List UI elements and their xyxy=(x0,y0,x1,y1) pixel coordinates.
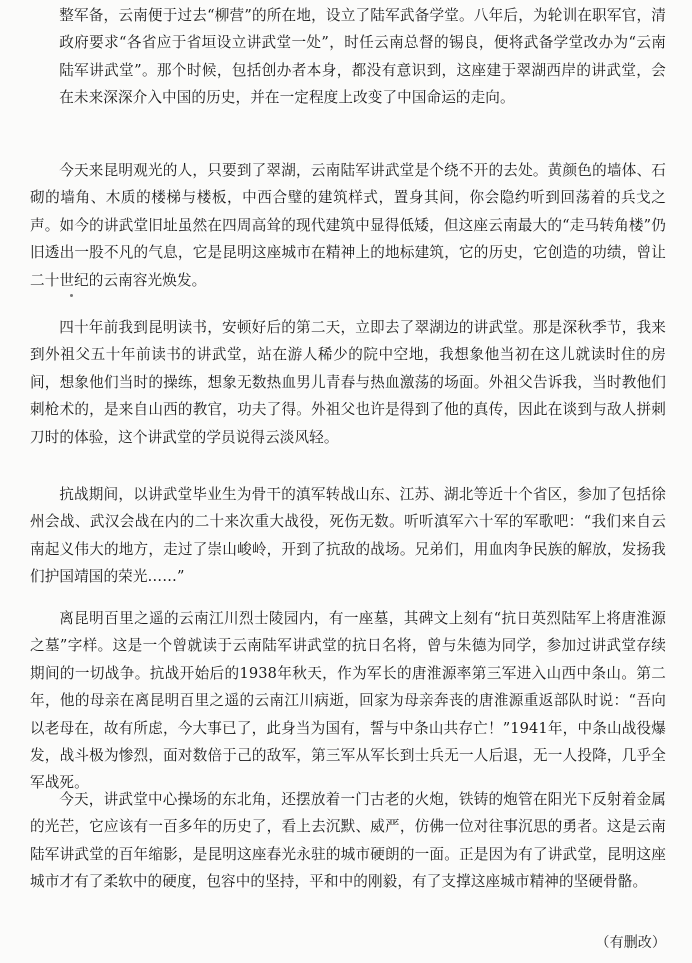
paragraph-3: 四十年前我到昆明读书，安顿好后的第二天，立即去了翠湖边的讲武堂。那是深秋季节，我来到外祖父五十年前读书的讲武堂，站在游人稀少的院中空地，我想象他当初在这儿就读时住的房间，想象他们当时的操练，想象无数热血男儿青春与热血激荡的场面。外祖父告诉我，当时教他们刺枪术的，是来自山西的教官，功夫了得。外祖父也许是得到了他的真传，因此在谈到与敌人拼刺刀时的体验，这个讲武堂的学员说得云淡风轻。 xyxy=(30,319,666,446)
edit-note: （有删改） xyxy=(595,935,666,951)
stray-dot-mark xyxy=(70,294,73,297)
paragraph-4: 抗战期间，以讲武堂毕业生为骨干的滇军转战山东、江苏、湖北等近十个省区，参加了包括徐州会战、武汉会战在内的二十来次重大战役，死伤无数。听听滇军六十军的军歌吧：“我们来自云南起义伟大的地方，走过了崇山峻岭，开到了抗敌的战场。兄弟们，用血肉争民族的解放，发扬我们护国靖国的荣光……” xyxy=(30,486,666,586)
paragraph-1: 整军备，云南便于过去“柳营”的所在地，设立了陆军武备学堂。八年后，为轮训在职军官，清政府要求“各省应于省垣设立讲武堂一处”，时任云南总督的锡良，便将武备学堂改办为“云南陆军讲武堂”。那个时候，包括创办者本身，都没有意识到，这座建于翠湖西岸的讲武堂，会在未来深深介入中国的历史，并在一定程度上改变了中国命运的走向。 xyxy=(59,7,666,107)
paragraph-5: 离昆明百里之遥的云南江川烈士陵园内，有一座墓，其碑文上刻有“抗日英烈陆军上将唐淮源之墓”字样。这是一个曾就读于云南陆军讲武堂的抗日名将，曾与朱德为同学，参加过讲武堂存续期间的一切战争。抗战开始后的1938年秋天，作为军长的唐淮源率第三军进入山西中条山。第二年，他的母亲在离昆明百里之遥的云南江川病逝，回家为母亲奔丧的唐淮源重返部队时说：“吾向以老母在，故有所虑，今大事已了，此身当为国有，誓与中条山共存亡！”1941年，中条山战役爆发，战斗极为惨烈，面对数倍于己的敌军，第三军从军长到士兵无一人后退，无一人投降，几乎全军战死。 xyxy=(30,610,666,792)
paragraph-6: 今天，讲武堂中心操场的东北角，还摆放着一门古老的火炮，铁铸的炮管在阳光下反射着金属的光芒，它应该有一百多年的历史了，看上去沉默、威严，仿佛一位对往事沉思的勇者。这是云南陆军讲武堂的百年缩影，是昆明这座春光永驻的城市硬朗的一面。正是因为有了讲武堂，昆明这座城市才有了柔软中的硬度，包容中的坚持，平和中的刚毅，有了支撑这座城市精神的坚硬骨骼。 xyxy=(30,791,666,891)
paragraph-2: 今天来昆明观光的人，只要到了翠湖，云南陆军讲武堂是个绕不开的去处。黄颜色的墙体、石砌的墙角、木质的楼梯与楼板，中西合璧的建筑样式，置身其间，你会隐约听到回荡着的兵戈之声。如今的讲武堂旧址虽然在四周高耸的现代建筑中显得低矮，但这座云南最大的“走马转角楼”仍旧透出一股不凡的气息，它是昆明这座城市在精神上的地标建筑，它的历史，它创造的功绩，曾让二十世纪的云南容光焕发。 xyxy=(30,162,666,289)
